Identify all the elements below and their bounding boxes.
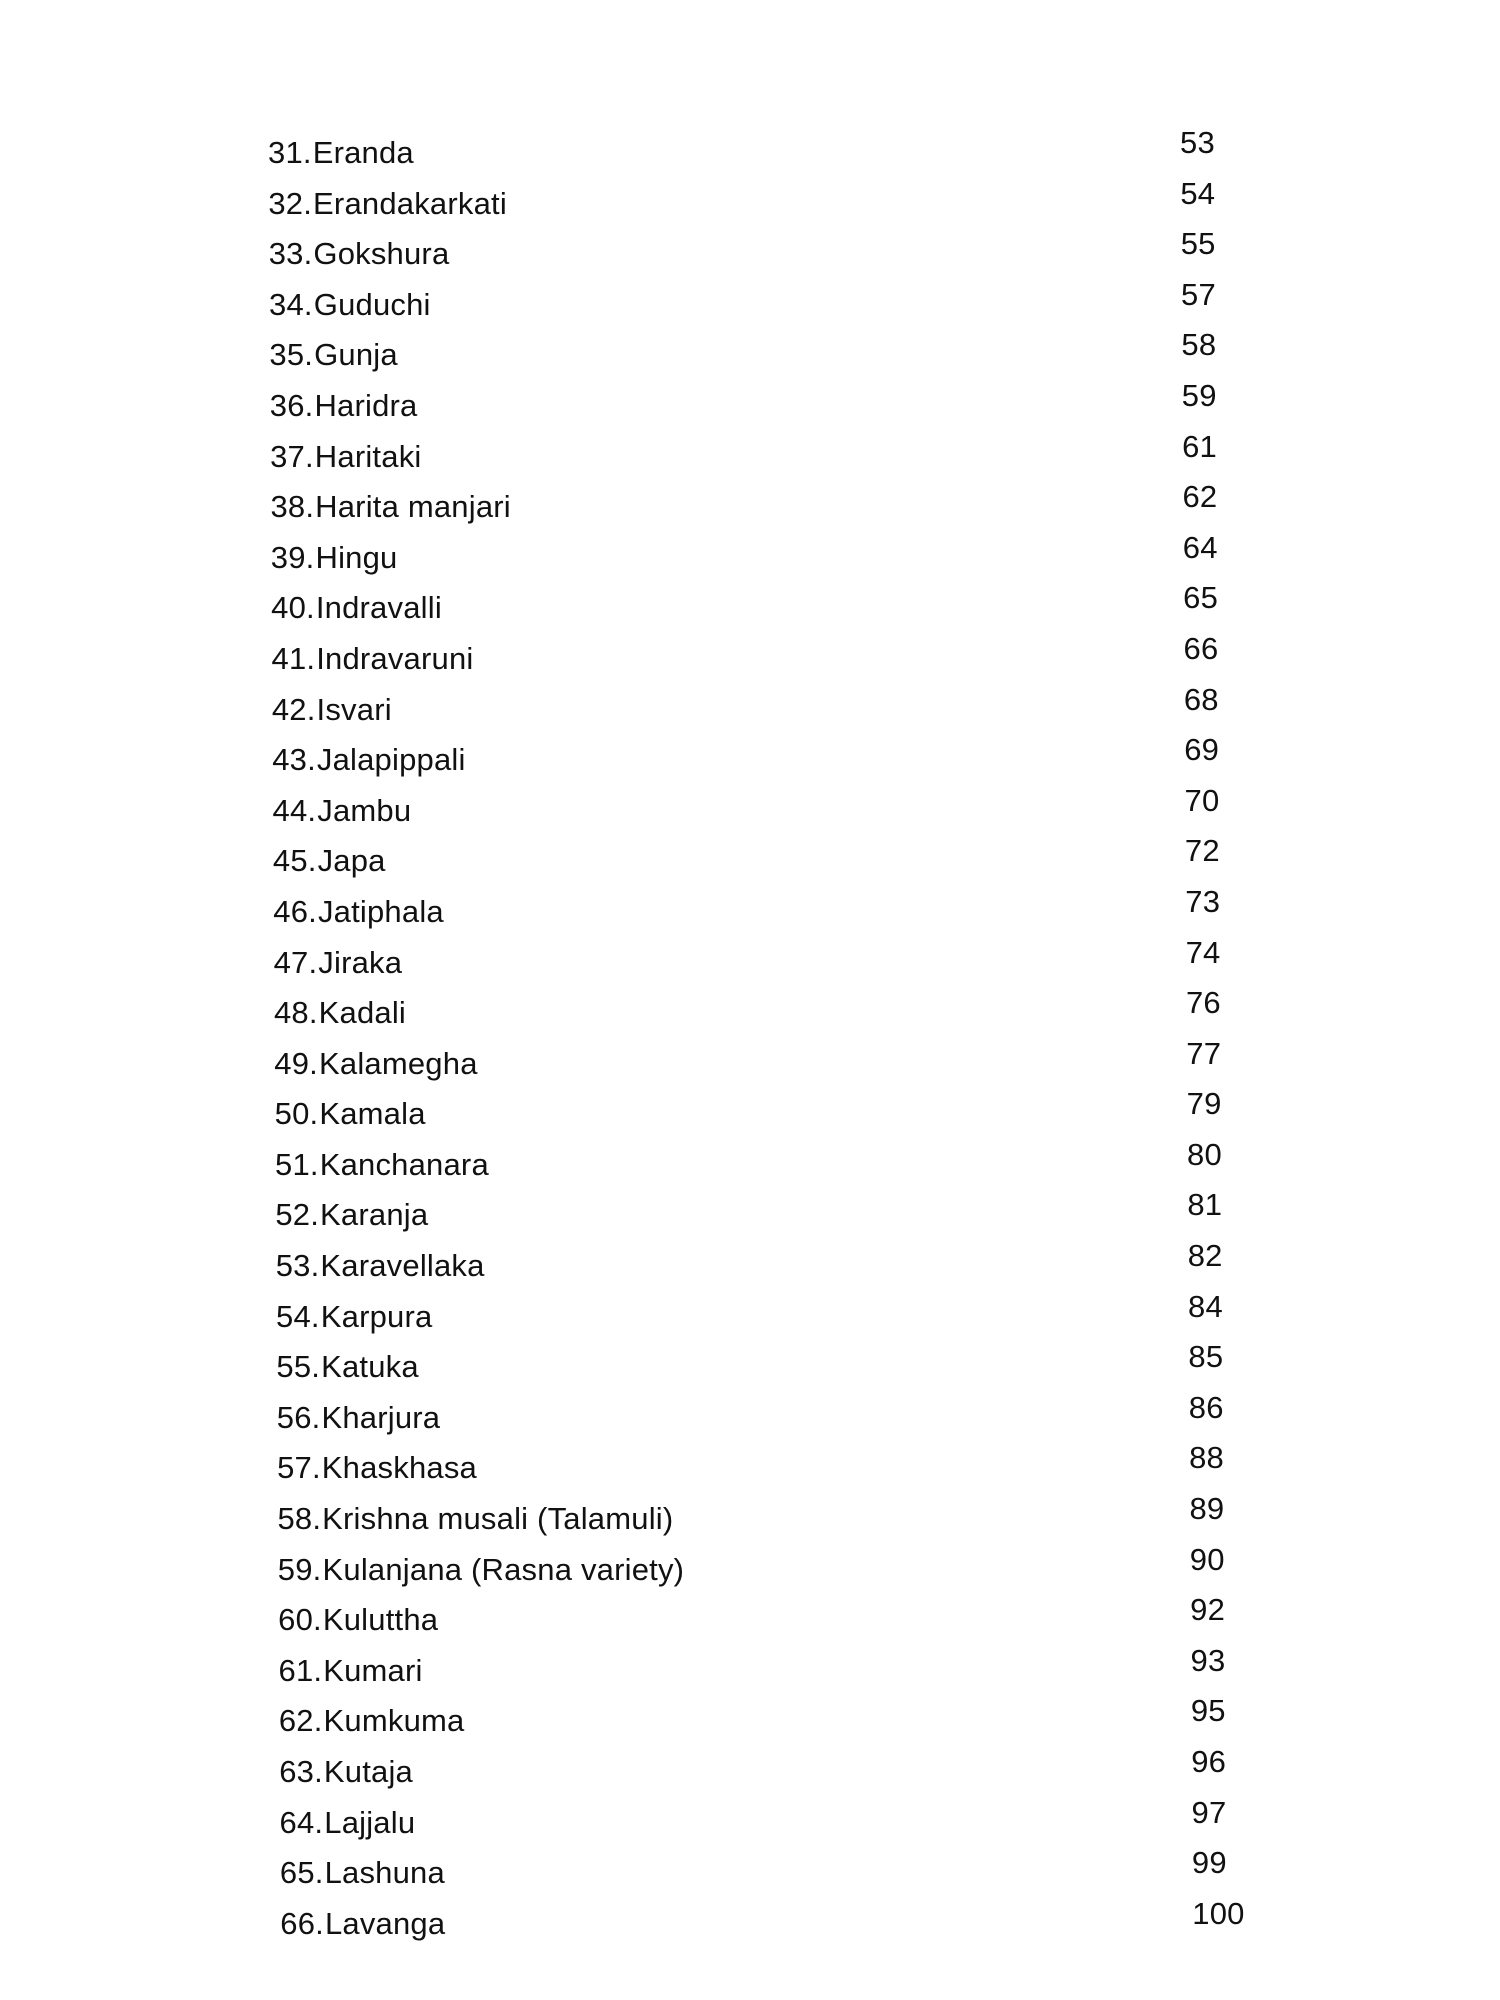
toc-entry xyxy=(280,1895,1268,1950)
entry-page-number: 62 xyxy=(1182,479,1218,515)
entry-number: 48. xyxy=(273,995,318,1031)
toc-entry xyxy=(272,782,1268,837)
toc-entry xyxy=(279,1845,1268,1899)
toc-entry xyxy=(278,1592,1268,1646)
entry-title: Haridra xyxy=(314,387,418,423)
entry-title: Khaskhasa xyxy=(321,1450,477,1486)
entry-title: Lashuna xyxy=(324,1855,445,1891)
entry-number: 54. xyxy=(276,1298,320,1334)
entry-title: Erandakarkati xyxy=(313,185,507,221)
entry-number: 65. xyxy=(279,1855,324,1891)
toc-entry xyxy=(271,681,1268,736)
entry-title: Gokshura xyxy=(313,236,450,272)
entry-page-number: 69 xyxy=(1184,732,1220,768)
entry-page-number: 68 xyxy=(1183,681,1219,717)
entry-page-number: 96 xyxy=(1191,1744,1227,1779)
entry-title: Lajjalu xyxy=(324,1804,416,1840)
entry-title: Jalapippali xyxy=(316,742,466,778)
entry-page-number: 86 xyxy=(1188,1389,1224,1425)
entry-number: 36. xyxy=(269,387,314,423)
entry-number: 34. xyxy=(269,286,313,322)
entry-number: 35. xyxy=(269,337,314,373)
entry-number: 61. xyxy=(278,1652,323,1688)
entry-number: 50. xyxy=(274,1096,319,1132)
entry-number: 52. xyxy=(275,1197,320,1233)
entry-number: 38. xyxy=(270,489,315,525)
toc-entry xyxy=(270,479,1268,533)
entry-number: 62. xyxy=(278,1703,323,1739)
entry-page-number: 55 xyxy=(1180,226,1216,262)
entry-number: 45. xyxy=(272,843,317,879)
toc-entry xyxy=(276,1339,1268,1393)
toc-entry xyxy=(275,1187,1268,1241)
toc-entry xyxy=(268,125,1268,179)
entry-page-number: 99 xyxy=(1191,1845,1227,1881)
entry-number: 39. xyxy=(270,539,315,575)
entry-number: 57. xyxy=(277,1450,321,1486)
toc-entry xyxy=(269,327,1268,381)
entry-page-number: 59 xyxy=(1181,377,1217,413)
toc-entry xyxy=(269,276,1268,331)
toc-entry xyxy=(268,175,1268,230)
entry-number: 32. xyxy=(268,185,313,221)
entry-title: Indravalli xyxy=(315,590,442,626)
entry-page-number: 66 xyxy=(1183,630,1219,666)
entry-page-number: 73 xyxy=(1185,883,1221,919)
entry-title: Kutaja xyxy=(323,1754,413,1789)
entry-number: 41. xyxy=(271,640,316,676)
entry-page-number: 97 xyxy=(1191,1794,1227,1830)
table-of-contents xyxy=(268,125,1268,1949)
toc-entry xyxy=(272,833,1268,887)
entry-title: Isvari xyxy=(316,691,392,727)
entry-number: 46. xyxy=(273,893,317,929)
entry-number: 66. xyxy=(280,1905,324,1941)
entry-page-number: 100 xyxy=(1192,1895,1245,1931)
entry-page-number: 65 xyxy=(1183,580,1219,616)
toc-entry xyxy=(271,630,1269,685)
entry-title: Kharjura xyxy=(321,1399,441,1435)
entry-title: Japa xyxy=(317,843,386,879)
entry-title: Kamala xyxy=(319,1096,426,1132)
toc-entry xyxy=(278,1642,1269,1697)
entry-title: Karanja xyxy=(320,1197,429,1233)
entry-number: 33. xyxy=(268,236,313,272)
entry-page-number: 90 xyxy=(1189,1541,1225,1577)
entry-number: 55. xyxy=(276,1349,321,1385)
entry-title: Gunja xyxy=(314,337,398,373)
entry-title: Katuka xyxy=(321,1349,419,1385)
entry-title: Indravaruni xyxy=(316,640,474,676)
toc-entry xyxy=(270,428,1268,483)
entry-number: 31. xyxy=(268,135,312,170)
entry-number: 58. xyxy=(277,1501,322,1537)
entry-title: Kuluttha xyxy=(322,1602,439,1638)
entry-number: 37. xyxy=(270,438,314,474)
toc-entry xyxy=(277,1440,1268,1494)
toc-entry xyxy=(269,377,1268,432)
toc-entry xyxy=(279,1794,1268,1849)
entry-title: Eranda xyxy=(312,135,414,170)
entry-page-number: 53 xyxy=(1180,125,1215,160)
entry-title: Kadali xyxy=(318,995,407,1031)
entry-page-number: 89 xyxy=(1189,1491,1225,1527)
toc-entry xyxy=(270,529,1268,584)
entry-number: 44. xyxy=(272,792,317,828)
entry-page-number: 54 xyxy=(1180,175,1216,211)
entry-title: Guduchi xyxy=(313,286,431,322)
toc-entry xyxy=(276,1288,1268,1343)
entry-title: Kalamegha xyxy=(319,1045,478,1081)
toc-entry xyxy=(277,1541,1268,1596)
entry-number: 53. xyxy=(275,1248,320,1284)
entry-page-number: 74 xyxy=(1185,934,1221,970)
toc-entry xyxy=(275,1238,1268,1292)
entry-number: 56. xyxy=(276,1399,321,1435)
entry-page-number: 92 xyxy=(1190,1592,1226,1628)
entry-page-number: 82 xyxy=(1187,1238,1223,1274)
entry-page-number: 61 xyxy=(1182,428,1217,464)
entry-page-number: 85 xyxy=(1188,1339,1224,1375)
entry-page-number: 79 xyxy=(1186,1086,1222,1122)
entry-title: Kanchanara xyxy=(319,1146,489,1182)
entry-page-number: 77 xyxy=(1186,1035,1222,1071)
entry-number: 47. xyxy=(273,944,318,980)
toc-entry xyxy=(272,732,1268,786)
entry-page-number: 88 xyxy=(1189,1440,1224,1476)
toc-entry xyxy=(278,1693,1268,1747)
entry-title: Karavellaka xyxy=(320,1248,485,1284)
toc-entry xyxy=(279,1744,1268,1798)
entry-title: Krishna musali (Talamuli) xyxy=(322,1501,674,1537)
toc-entry xyxy=(268,226,1268,280)
entry-title: Hingu xyxy=(315,539,398,575)
toc-entry xyxy=(273,985,1268,1039)
entry-page-number: 81 xyxy=(1187,1187,1223,1223)
entry-title: Jiraka xyxy=(318,944,403,980)
toc-entry xyxy=(274,1086,1268,1140)
entry-page-number: 95 xyxy=(1190,1693,1226,1729)
entry-title: Jambu xyxy=(317,792,412,828)
entry-number: 59. xyxy=(277,1551,322,1587)
entry-number: 49. xyxy=(274,1045,318,1081)
entry-page-number: 57 xyxy=(1181,276,1216,312)
toc-entry xyxy=(273,883,1268,938)
toc-entry xyxy=(273,934,1268,989)
entry-page-number: 93 xyxy=(1190,1642,1226,1678)
toc-entry xyxy=(276,1389,1268,1444)
toc-entry xyxy=(275,1136,1268,1191)
entry-page-number: 70 xyxy=(1184,782,1220,818)
entry-title: Kumari xyxy=(323,1652,423,1688)
toc-entry xyxy=(274,1035,1268,1090)
entry-title: Lavanga xyxy=(324,1905,446,1941)
entry-page-number: 76 xyxy=(1185,985,1221,1021)
entry-page-number: 84 xyxy=(1188,1288,1223,1324)
entry-number: 43. xyxy=(272,742,316,778)
entry-page-number: 64 xyxy=(1182,529,1218,565)
entry-number: 64. xyxy=(279,1804,324,1840)
entry-number: 51. xyxy=(275,1146,319,1182)
entry-title: Karpura xyxy=(320,1298,433,1334)
toc-entry xyxy=(277,1491,1268,1545)
entry-title: Haritaki xyxy=(314,438,422,474)
entry-title: Harita manjari xyxy=(315,489,511,525)
entry-number: 63. xyxy=(279,1754,323,1789)
entry-page-number: 58 xyxy=(1181,327,1217,363)
entry-title: Jatiphala xyxy=(317,893,444,929)
entry-title: Kumkuma xyxy=(323,1703,465,1739)
entry-page-number: 80 xyxy=(1187,1136,1222,1172)
entry-page-number: 72 xyxy=(1184,833,1220,869)
entry-number: 40. xyxy=(271,590,315,626)
toc-entry xyxy=(271,580,1268,634)
entry-number: 42. xyxy=(271,691,316,727)
entry-title: Kulanjana (Rasna variety) xyxy=(322,1551,685,1587)
entry-number: 60. xyxy=(278,1602,322,1638)
